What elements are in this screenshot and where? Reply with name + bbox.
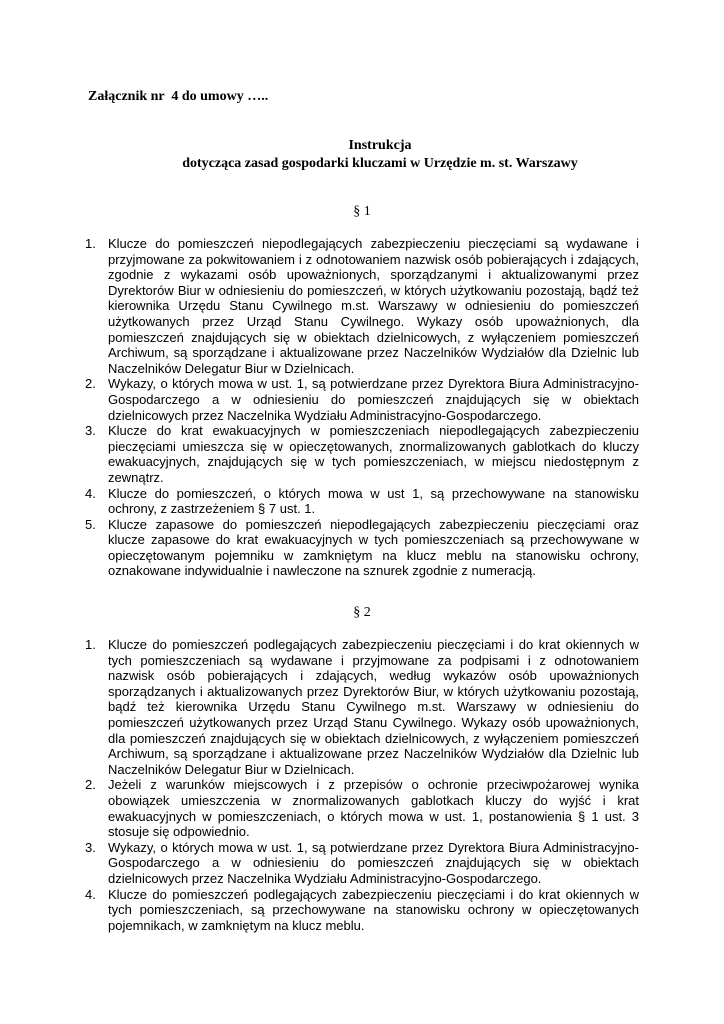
item-text: Jeżeli z warunków miejscowych i z przepisów o ochronie przeciwpożarowej wynika obowiązek umieszczenia w znormalizowanych gablotkach kluczy do wyjść i krat ewakuacyjnych w pomieszczeniach, o których mowa w ust. 1, postanowienia § 1 ust. 3 stosuje się odpowiednio. xyxy=(108,777,639,840)
item-text: Klucze do krat ewakuacyjnych w pomieszczeniach niepodlegających zabezpieczeniu pieczęciami umieszcza się w opieczętowanych, znormalizowanych gablotkach do kluczy ewakuacyjnych, znajdujących się w tych pomieszczeniach, w miejscu niedostępnym z zewnątrz. xyxy=(108,423,639,485)
item-number: 1. xyxy=(85,637,96,652)
list-item xyxy=(85,637,639,777)
item-number: 1. xyxy=(85,236,96,251)
item-text: Klucze do pomieszczeń podlegających zabezpieczeniu pieczęciami i do krat okiennych w tych pomieszczeniach, są przechowywane na stanowisku ochrony w opieczętowanych pojemnikach, w zamkniętym na klucz meblu. xyxy=(108,886,639,933)
section-2-list xyxy=(85,637,639,933)
section-1-list xyxy=(85,236,639,579)
item-text: Klucze zapasowe do pomieszczeń niepodlegających zabezpieczeniu pieczęciami oraz klucze zapasowe do krat ewakuacyjnych w tych pomieszczeniach są przechowywane w opieczętowanym pojemniku w zamkniętym na klucz meblu na stanowisku ochrony, oznakowane indywidualnie i nawleczone na sznurek zgodnie z numeracją. xyxy=(108,516,639,579)
item-text: Wykazy, o których mowa w ust. 1, są potwierdzane przez Dyrektora Biura Administracyjno-Gospodarczego a w odniesieniu do pomieszczeń znajdujących się w obiektach dzielnicowych przez Naczelnika Wydziału Administracyjno-Gospodarczego. xyxy=(108,376,639,423)
list-item xyxy=(85,486,639,517)
item-number: 4. xyxy=(85,886,96,902)
item-number: 5. xyxy=(85,516,96,532)
list-item xyxy=(85,236,639,376)
list-item xyxy=(85,887,639,934)
document-subtitle: dotycząca zasad gospodarki kluczami w Urzędzie m. st. Warszawy xyxy=(182,156,578,171)
list-item xyxy=(85,376,639,423)
annex-heading: Załącznik nr 4 do umowy ….. xyxy=(88,89,269,104)
section-1-mark: § 1 xyxy=(353,204,371,219)
list-item xyxy=(85,423,639,485)
item-number: 3. xyxy=(85,423,96,439)
title-block xyxy=(0,137,724,173)
section-2-mark: § 2 xyxy=(353,605,371,620)
item-number: 2. xyxy=(85,376,96,392)
list-item xyxy=(85,840,639,887)
document-title: Instrukcja xyxy=(348,138,412,153)
item-number: 2. xyxy=(85,777,96,793)
item-text: Klucze do pomieszczeń podlegających zabezpieczeniu pieczęciami i do krat okiennych w tych pomieszczeniach są wydawane i przyjmowane za podpisami i z odnotowaniem nazwisk osób pobierających i zdających, według wykazów osób upoważnionych sporządzanych i aktualizowanych przez Dyrektorów Biur, w których użytkowaniu pozostają, bądź też kierownika Urzędu Stanu Cywilnego m.st. Warszawy w odniesieniu do pomieszczeń użytkowanych przez Urząd Stanu Cywilnego. Wykazy osób upoważnionych, dla pomieszczeń znajdujących się w obiektach dzielnicowych, z wyłączeniem pomieszczeń Archiwum, są sporządzane i aktualizowane przez Naczelników Wydziałów dla Dzielnic lub Naczelników Delegatur Biur w Dzielnicach. xyxy=(108,637,639,777)
list-item xyxy=(85,517,639,579)
item-number: 4. xyxy=(85,485,96,501)
item-number: 3. xyxy=(85,839,96,855)
item-text: Klucze do pomieszczeń, o których mowa w ust 1, są przechowywane na stanowisku ochrony, z zastrzeżeniem § 7 ust. 1. xyxy=(108,485,639,517)
item-text: Wykazy, o których mowa w ust. 1, są potwierdzane przez Dyrektora Biura Administracyjno-Gospodarczego a w odniesieniu do pomieszczeń znajdujących się w obiektach dzielnicowych przez Naczelnika Wydziału Administracyjno-Gospodarczego. xyxy=(108,839,639,886)
item-text: Klucze do pomieszczeń niepodlegających zabezpieczeniu pieczęciami są wydawane i przyjmowane za pokwitowaniem i z odnotowaniem nazwisk osób pobierających i zdających, zgodnie z wykazami osób upoważnionych, sporządzanymi i aktualizowanymi przez Dyrektorów Biur w odniesieniu do pomieszczeń, w których użytkowaniu pozostają, bądź też kierownika Urzędu Stanu Cywilnego m.st. Warszawy w odniesieniu do pomieszczeń użytkowanych przez Urząd Stanu Cywilnego. Wykazy osób upoważnionych, dla pomieszczeń znajdujących się w obiektach dzielnicowych, z wyłączeniem pomieszczeń Archiwum, są sporządzane i aktualizowane przez Naczelników Wydziałów dla Dzielnic lub Naczelników Delegatur Biur w Dzielnicach. xyxy=(108,236,639,376)
list-item xyxy=(85,777,639,839)
